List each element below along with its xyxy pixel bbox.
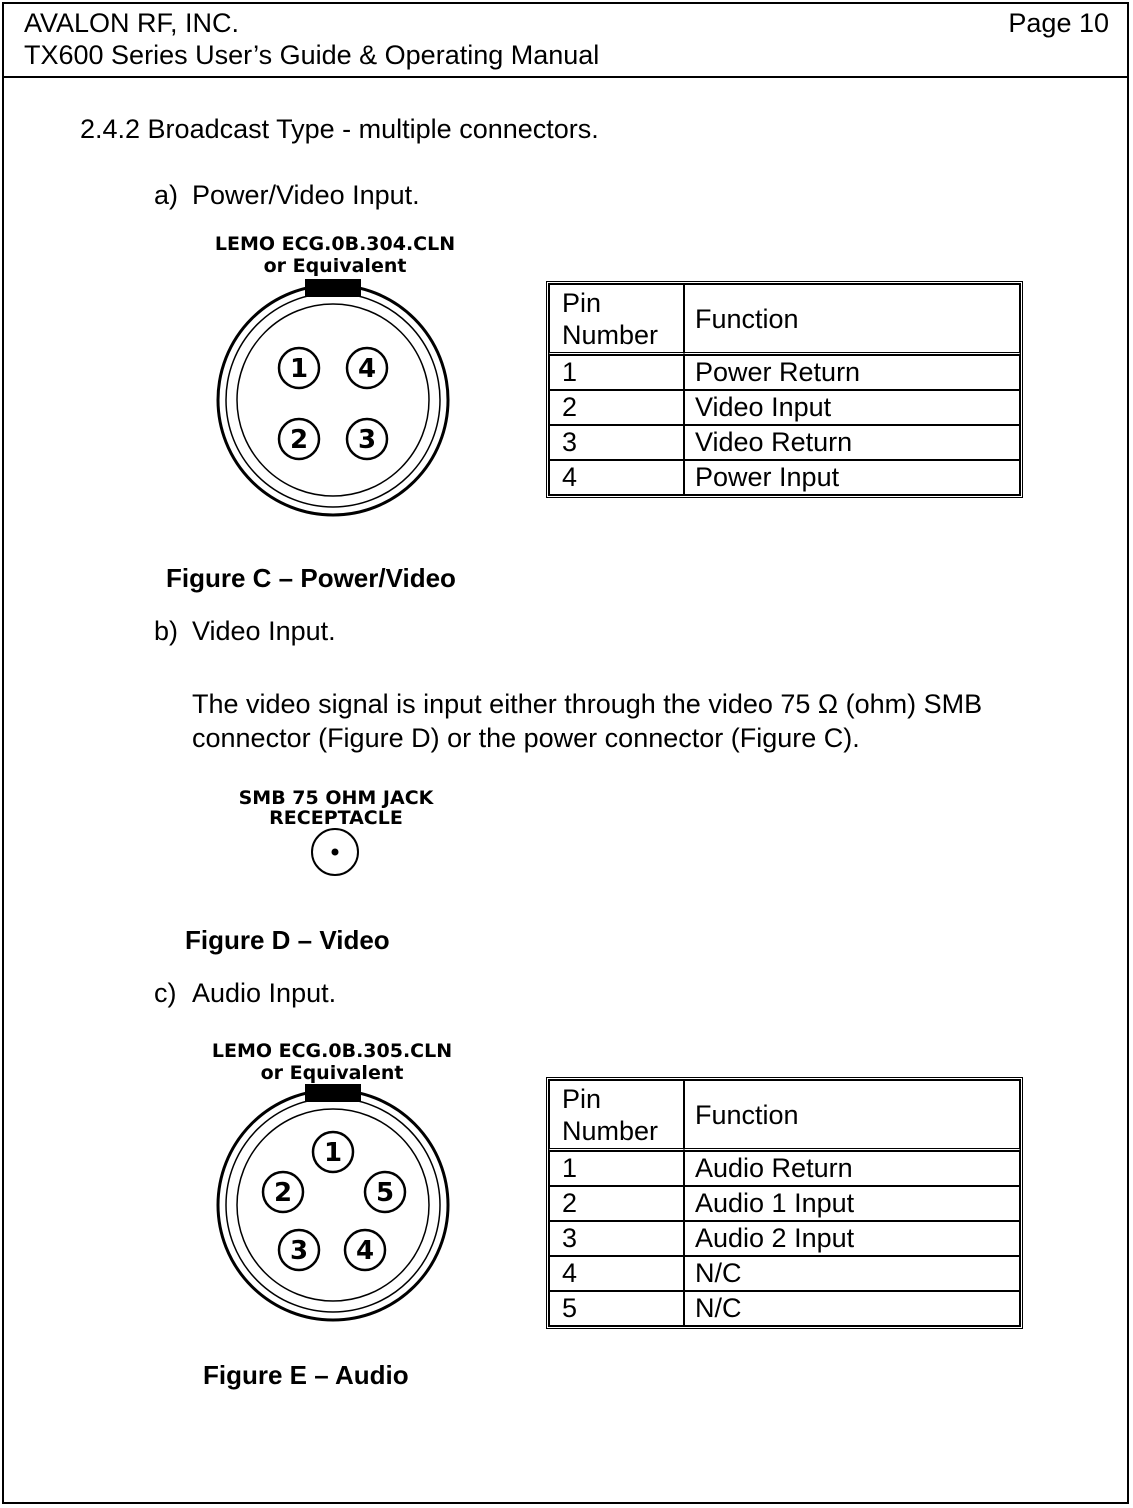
pin-cell: 1 (549, 355, 684, 390)
pin-3-label: 3 (357, 425, 377, 455)
connector-outer-ring (218, 1090, 448, 1320)
pin-number-header: Pin Number (549, 1080, 684, 1151)
pin-1-label: 1 (323, 1138, 343, 1168)
pin-2-label: 2 (289, 425, 309, 455)
figure-d-caption: Figure D – Video (185, 925, 390, 955)
power-video-connector-model: LEMO ECG.0B.304.CLN (214, 233, 456, 255)
connector-middle-ring (226, 293, 440, 507)
video-paragraph-line-1: The video signal is input either through the video 75 Ω (ohm) SMB (192, 689, 983, 719)
table-row (549, 425, 1020, 460)
connector-outer-ring (218, 285, 448, 515)
table-row (549, 390, 1020, 425)
power-video-connector-diagram (205, 275, 465, 525)
table-header-row (549, 1080, 1020, 1151)
table-row (549, 1221, 1020, 1256)
connector-inner-ring (237, 304, 429, 496)
function-cell: Video Return (684, 425, 1020, 460)
pin-number-header: Pin Number (549, 284, 684, 355)
function-header: Function (684, 1080, 1020, 1151)
power-video-item-text: Power/Video Input. (192, 180, 420, 210)
table-row (549, 1151, 1020, 1186)
table-row (549, 460, 1020, 495)
smb-connector-label-line-2: RECEPTACLE (269, 807, 403, 829)
pin-3-label: 3 (289, 1236, 309, 1266)
pin-1 (279, 348, 319, 388)
audio-connector-model: LEMO ECG.0B.305.CLN (211, 1040, 453, 1062)
connector-key-tab (305, 1084, 361, 1102)
pin-cell: 4 (549, 1256, 684, 1291)
function-cell: N/C (684, 1291, 1020, 1326)
video-item-text: Video Input. (192, 616, 336, 646)
list-marker-c: c) (154, 978, 177, 1008)
smb-connector-diagram (308, 827, 362, 877)
section-heading: 2.4.2 Broadcast Type - multiple connectors. (80, 114, 599, 144)
function-cell: Power Input (684, 460, 1020, 495)
header-divider (2, 76, 1129, 78)
function-cell: N/C (684, 1256, 1020, 1291)
power-video-pin-table (546, 281, 1023, 498)
table-row (549, 1256, 1020, 1291)
pin-cell: 2 (549, 1186, 684, 1221)
function-cell: Video Input (684, 390, 1020, 425)
function-cell: Audio Return (684, 1151, 1020, 1186)
pin-3 (347, 419, 387, 459)
figure-e-caption: Figure E – Audio (203, 1360, 409, 1390)
manual-title: TX600 Series User’s Guide & Operating Manual (24, 40, 600, 70)
audio-item-text: Audio Input. (192, 978, 337, 1008)
pin-cell: 3 (549, 1221, 684, 1256)
pin-cell: 1 (549, 1151, 684, 1186)
pin-4-label: 4 (355, 1236, 375, 1266)
list-marker-a: a) (154, 180, 179, 210)
pin-2 (263, 1172, 303, 1212)
table-row (549, 1291, 1020, 1326)
figure-c-caption: Figure C – Power/Video (166, 563, 456, 593)
page-number: Page 10 (1008, 8, 1109, 38)
audio-pin-table (546, 1077, 1023, 1329)
smb-connector-label (186, 788, 486, 828)
pin-1 (313, 1132, 353, 1172)
function-cell: Audio 1 Input (684, 1186, 1020, 1221)
audio-connector-diagram (205, 1080, 465, 1330)
pin-cell: 2 (549, 390, 684, 425)
table-row (549, 1186, 1020, 1221)
list-marker-b: b) (154, 616, 179, 646)
table-header-row (549, 284, 1020, 355)
pin-4-label: 4 (357, 354, 377, 384)
pin-cell: 5 (549, 1291, 684, 1326)
smb-connector-label-line-1: SMB 75 OHM JACK (238, 787, 434, 809)
company-name: AVALON RF, INC. (24, 8, 240, 38)
function-cell: Audio 2 Input (684, 1221, 1020, 1256)
pin-5 (365, 1172, 405, 1212)
pin-4 (345, 1230, 385, 1270)
pin-cell: 4 (549, 460, 684, 495)
function-header: Function (684, 284, 1020, 355)
function-cell: Power Return (684, 355, 1020, 390)
pin-cell: 3 (549, 425, 684, 460)
power-video-connector-label (185, 233, 485, 277)
pin-1-label: 1 (289, 354, 309, 384)
table-row (549, 355, 1020, 390)
smb-jack-center-pin (332, 849, 339, 856)
pin-4 (347, 348, 387, 388)
audio-connector-label (182, 1040, 482, 1084)
audio-connector-equivalent: or Equivalent (260, 1062, 404, 1084)
power-video-connector-equivalent: or Equivalent (263, 255, 407, 277)
pin-5-label: 5 (375, 1178, 395, 1208)
pin-2-label: 2 (273, 1178, 293, 1208)
connector-key-tab (305, 279, 361, 297)
pin-3 (279, 1230, 319, 1270)
connector-middle-ring (226, 1098, 440, 1312)
pin-2 (279, 419, 319, 459)
video-paragraph-line-2: connector (Figure D) or the power connector (Figure C). (192, 723, 860, 753)
